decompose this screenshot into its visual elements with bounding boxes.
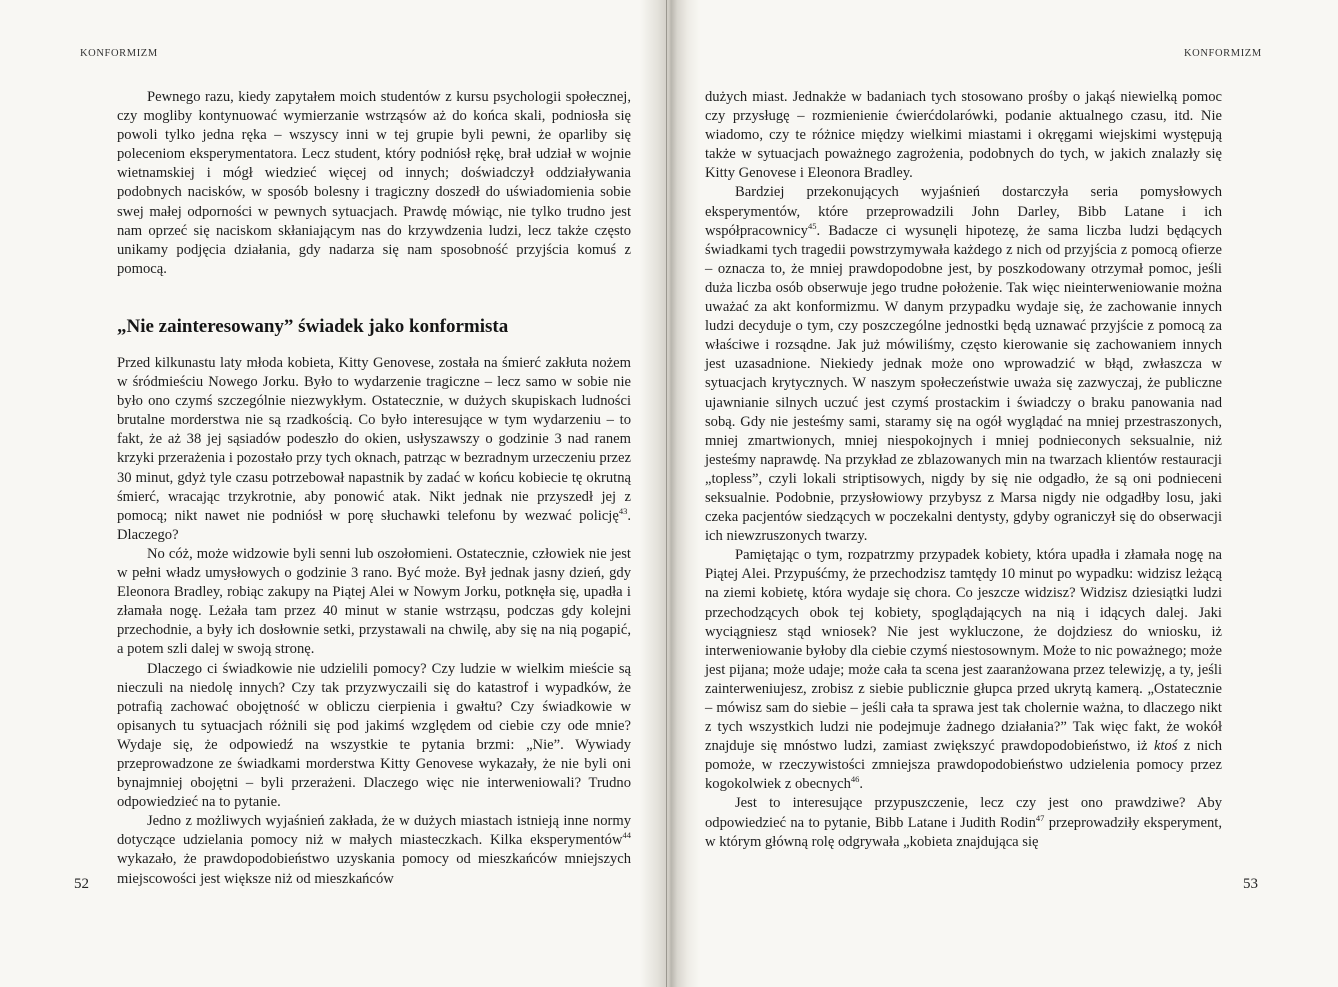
footnote-ref-45: 45 [807, 220, 817, 231]
paragraph-latane-rodin [705, 794, 1222, 851]
paragraph-cities: dużych miast. Jednakże w badaniach tych stosowano prośby o jakąś niewielką pomoc czy przysługę – rozmienienie ćwierćdolarówki, podanie aktualnego czasu, itd. Nie wiadomo, czy te różnice między wielkimi miastami i okręgami wiejskimi występują także w sytuacjach poważnego zagrożenia, podobnych do tych, w jakich znalazły się Kitty Genovese i Eleonora Bradley. [705, 89, 1222, 182]
left-running-head: KONFORMIZM [80, 48, 158, 59]
paragraph-text: . Dlaczego? [117, 507, 631, 543]
italic-word: ktoś [1153, 738, 1178, 755]
footnote-ref-43: 43 [618, 505, 628, 516]
paragraph-text: Jedno z możliwych wyjaśnień zakłada, że w dużych miastach istnieją inne normy dotyczące udzielania pomocy niż w małych miasteczkach. Kilka eksperymentów [117, 813, 631, 849]
paragraph-why: Dlaczego ci świadkowie nie udzielili pomocy? Czy ludzie w wielkim mieście są nieczuli na niedolę innych? Czy tak przyzwyczaili się do katastrof i wypadków, że potrafią zachować obojętność w obliczu cierpienia i gwałtu? Czy świadkowie w opisanych tu sytuacjach różnili się pod jakimś względem od ciebie czy ode mnie? Wydaje się, że odpowiedź na wszystkie te pytania brzmi: „Nie”. Wywiady przeprowadzone ze świadkami morderstwa Kitty Genovese wykazały, że nie byli oni bynajmniej obojętni – byli przerażeni. Dlaczego więc nie interweniowali? Trudno odpowiedzieć na to pytanie. [117, 660, 631, 811]
paragraph-text: Jest to interesujące przypuszczenie, lecz czy jest ono prawdziwe? Aby odpowiedzieć na to pytanie, Bibb Latane i Judith Rodin [705, 795, 1222, 831]
paragraph-fifth-avenue [705, 546, 1222, 794]
paragraph-text: Pamiętając o tym, rozpatrzmy przypadek kobiety, która upadła i złamała nogę na Piątej Alei. Przypuśćmy, że przechodzisz tamtędy 10 minut po wypadku: widzisz leżącą na ziemi kobietę, która wydaje się chora. Co jeszcze widzisz? Widzisz dziesiątki ludzi przechodzących obok tej kobiety, spoglądających na nią i idących dalej. Jaki wyciągniesz stąd wniosek? Nie jest wykluczone, że dojdziesz do wniosku, iż interweniowanie byłoby dla ciebie czymś niestosownym. Może to nic poważnego; może jest pijana; może udaje; może cała ta scena jest zaaranżowana przez telewizję, a ty, jeśli zainterweniujesz, zrobisz z siebie publicznie głupca przed ukrytą kamerą. „Ostatecznie – mówisz sam do siebie – jeśli cała ta sprawa jest tak cholernie ważna, to dlaczego nikt z tych wszystkich ludzi nie podejmuje żadnego działania?” Tak więc fakt, że wokół znajduje się mnóstwo ludzi, zamiast zwiększyć prawdopodobieństwo, iż [705, 547, 1222, 755]
paragraph-norms [117, 812, 631, 888]
paragraph-text: przeprowadziły eksperyment, w którym główną rolę odgrywała „kobieta znajdująca się [705, 814, 1223, 850]
left-page [0, 0, 662, 987]
paragraph-bradley: No cóż, może widzowie byli senni lub oszołomieni. Ostatecznie, człowiek nie jest w pełni władz umysłowych o godzinie 3 rano. Być może. Był jednak jasny dzień, gdy Eleonora Bradley, robiąc zakupy na Piątej Alei w Nowym Jorku, potknęła się, upadła i złamała nogę. Leżała tam przez 40 minut w stanie wstrząsu, podczas gdy kolejni przechodnie, a były ich dosłownie setki, przystawali na chwilę, aby się na nią pogapić, a potem szli dalej w swoją stronę. [117, 545, 631, 658]
footnote-ref-44: 44 [622, 830, 631, 841]
left-intro-text [117, 88, 631, 279]
footnote-ref-47: 47 [1035, 812, 1045, 823]
section-heading: „Nie zainteresowany” świadek jako konformista [117, 316, 509, 337]
gutter-crease [666, 0, 667, 987]
paragraph-text: Bardziej przekonujących wyjaśnień dostarczyła seria pomysłowych eksperymentów, które przeprowadzili John Darley, Bibb Latane i ich współpracownicy [705, 184, 1222, 239]
paragraph-text: . Badacze ci wysunęli hipotezę, że sama liczba ludzi będących świadkami tych tragedii powstrzymywała każdego z nich od przyjścia z pomocą ofierze – oznacza to, że mniej prawdopodobne jest, by poszkodowany otrzymał pomoc, jeśli duża liczba osób obserwuje jego trudne położenie. Tak więc nieinterweniowanie można uważać za akt konformizmu. W danym przypadku wydaje się, że zachowanie innych ludzi decyduje o tym, czy poszczególne jednostki będą uznawać przyjście z pomocą za właściwe i rozsądne. Jak już mówiliśmy, często kierowanie się zachowaniem innych jest uzasadnione. Niekiedy jednak może ono wprowadzić w błąd, zwłaszcza w sytuacjach krytycznych. W naszym społeczeństwie uważa się zazwyczaj, że publiczne ujawnianie silnych uczuć jest czymś prostackim i świadczy o braku panowania nad sobą. Gdy nie jesteśmy sami, staramy się na ogół wyglądać na mniej przestraszonych, mniej zmartwionych, mniej niespokojnych i mniej podnieconych seksualnie, niż jesteśmy naprawdę. Na przykład ze zblazowanych min na twarzach klientów restauracji „topless”, czyli lokali striptisowych, nigdy by się nie odgadło, że są oni podnieceni seksualnie. Podobnie, przysłowiowy przybysz z Marsa nigdy nie odgadłby losu, jaki czeka pacjentów siedzących w poczekalni dentysty, gdyby ograniczył się do obserwacji ich niewzruszonych twarzy. [705, 222, 1222, 545]
intro-paragraph: Pewnego razu, kiedy zapytałem moich studentów z kursu psychologii społecznej, czy mogliby kontynuować wymierzanie wstrząsów aż do końca skali, podniosła się powoli tylko jedna ręka – wszyscy inni w tej grupie byli pewni, że oparliby się poleceniom eksperymentatora. Lecz student, który podniósł rękę, brał udział w wojnie wietnamskiej i mógł wiedzieć więcej od innych; doświadczył oddziaływania podobnych nacisków, w sposób bolesny i tragiczny doszedł do uświadomienia sobie swej małej odporności w pewnych sytuacjach. Prawdę mówiąc, nie tylko trudno jest nam oprzeć się naciskom skłaniającym nas do krzywdzenia ludzi, lecz także często unikamy podjęcia działania, gdy nadarza się nam sposobność przyjścia komuś z pomocą. [117, 89, 631, 277]
footnote-ref-46: 46 [850, 774, 860, 785]
paragraph-text: . [859, 776, 864, 793]
paragraph-darley-latane [705, 183, 1222, 546]
right-page-number: 53 [1243, 876, 1258, 892]
paragraph-text: wykazało, że prawdopodobieństwo uzyskania pomocy od mieszkańców mniejszych miejscowości jest większe niż od mieszkańców [117, 851, 631, 887]
paragraph-genovese [117, 354, 631, 545]
paragraph-text: z nich pomoże, w rzeczywistości zmniejsza prawdopodobieństwo udzielenia pomocy przez kogokolwiek z obecnych [705, 738, 1222, 793]
book-gutter [640, 0, 700, 987]
paragraph-text: Przed kilkunastu laty młoda kobieta, Kitty Genovese, została na śmierć zakłuta nożem w śródmieściu Nowego Jorku. Było to wydarzenie tragiczne – lecz samo w sobie nie było ono czymś szczególnie niezwykłym. Ostatecznie, w dużych skupiskach ludności brutalne morderstwa nie są rzadkością. Co było interesujące w tym wydarzeniu – to fakt, że aż 38 jej sąsiadów podeszło do okien, usłyszawszy o godzinie 3 nad ranem krzyki przerażenia i pozostało przy tych oknach, patrząc w bezradnym urzeczeniu przez 30 minut, gdyż tyle czasu potrzebował napastnik by zadać w końcu kobiecie tę okrutną śmierć, wracając trzykrotnie, aby ponowić atak. Nikt jednak nie przyszedł jej z pomocą; nikt nawet nie podniósł w porę słuchawki telefonu by wezwać policję [117, 355, 631, 524]
left-page-number: 52 [74, 876, 89, 892]
right-running-head: KONFORMIZM [1184, 48, 1262, 59]
right-main-text [705, 88, 1222, 852]
left-main-text [117, 354, 631, 889]
